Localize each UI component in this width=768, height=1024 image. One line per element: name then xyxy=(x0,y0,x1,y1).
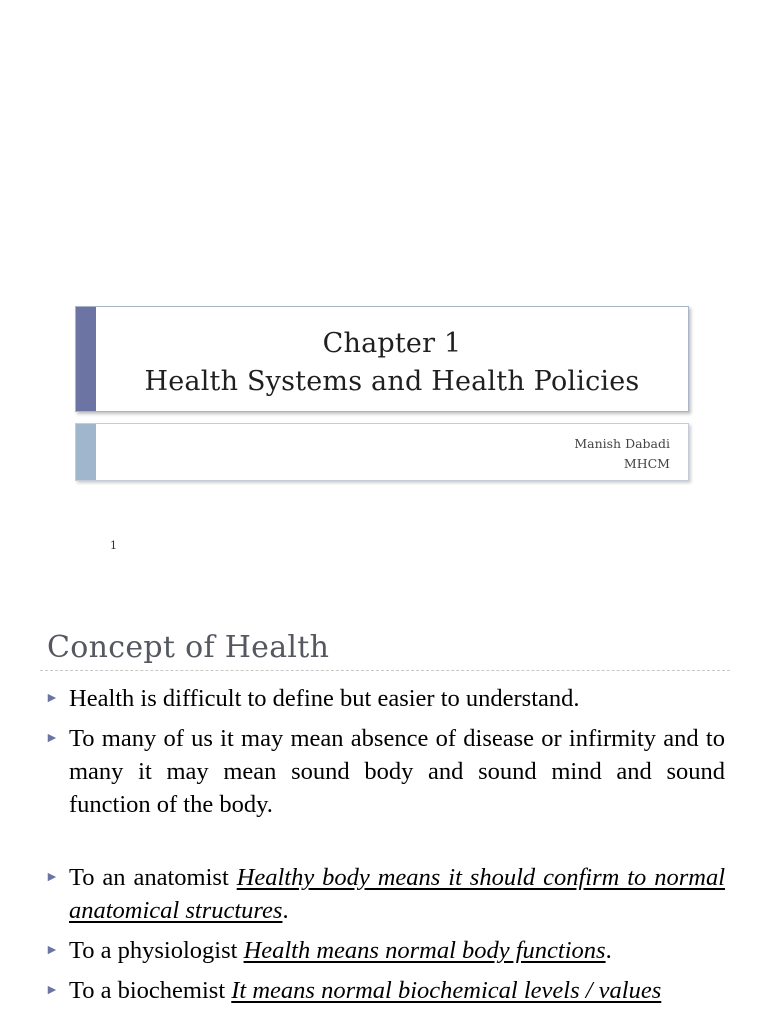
title-line-subject: Health Systems and Health Policies xyxy=(144,366,640,397)
bullet-text: To an anatomist xyxy=(69,864,237,891)
bullet-text: To many of us it may mean absence of disease or infirmity and to many it may mean sound body and sound mind and sound function of the body. xyxy=(69,725,725,818)
bullet-text: Health is difficult to define but easier to understand. xyxy=(69,685,580,712)
subtitle-box xyxy=(75,423,689,481)
bullet-list xyxy=(45,682,725,1014)
bullet-triangle-icon: ► xyxy=(45,983,59,998)
slide-number: 1 xyxy=(110,539,117,552)
bullet-triangle-icon: ► xyxy=(45,943,59,958)
slide-title xyxy=(96,325,688,401)
content-slide xyxy=(0,610,768,1024)
bullet-emphasis: Healthy body means it should confirm to normal anatomical structures xyxy=(69,864,725,924)
list-item xyxy=(45,934,725,967)
subtitle-accent-bar xyxy=(76,424,96,480)
content-title: Concept of Health xyxy=(47,630,330,665)
bullet-emphasis: It means normal biochemical levels / values xyxy=(231,977,662,1004)
list-item xyxy=(45,682,725,715)
bullet-tail: . xyxy=(605,937,612,964)
author-degree: MHCM xyxy=(623,456,670,471)
bullet-text: To a biochemist xyxy=(69,977,232,1004)
bullet-emphasis: Health means normal body functions xyxy=(243,937,606,964)
bullet-triangle-icon: ► xyxy=(45,691,59,706)
bullet-text: To a physiologist xyxy=(69,937,244,964)
list-item xyxy=(45,722,725,821)
bullet-tail: . xyxy=(282,897,289,924)
bullet-triangle-icon: ► xyxy=(45,731,59,746)
author-name: Manish Dabadi xyxy=(574,436,670,451)
list-item xyxy=(45,974,725,1007)
title-line-chapter: Chapter 1 xyxy=(322,328,462,359)
title-divider xyxy=(40,670,730,671)
list-item xyxy=(45,861,725,927)
bullet-triangle-icon: ► xyxy=(45,870,59,885)
author-block xyxy=(574,434,670,474)
title-accent-bar xyxy=(76,307,96,411)
title-box xyxy=(75,306,689,412)
